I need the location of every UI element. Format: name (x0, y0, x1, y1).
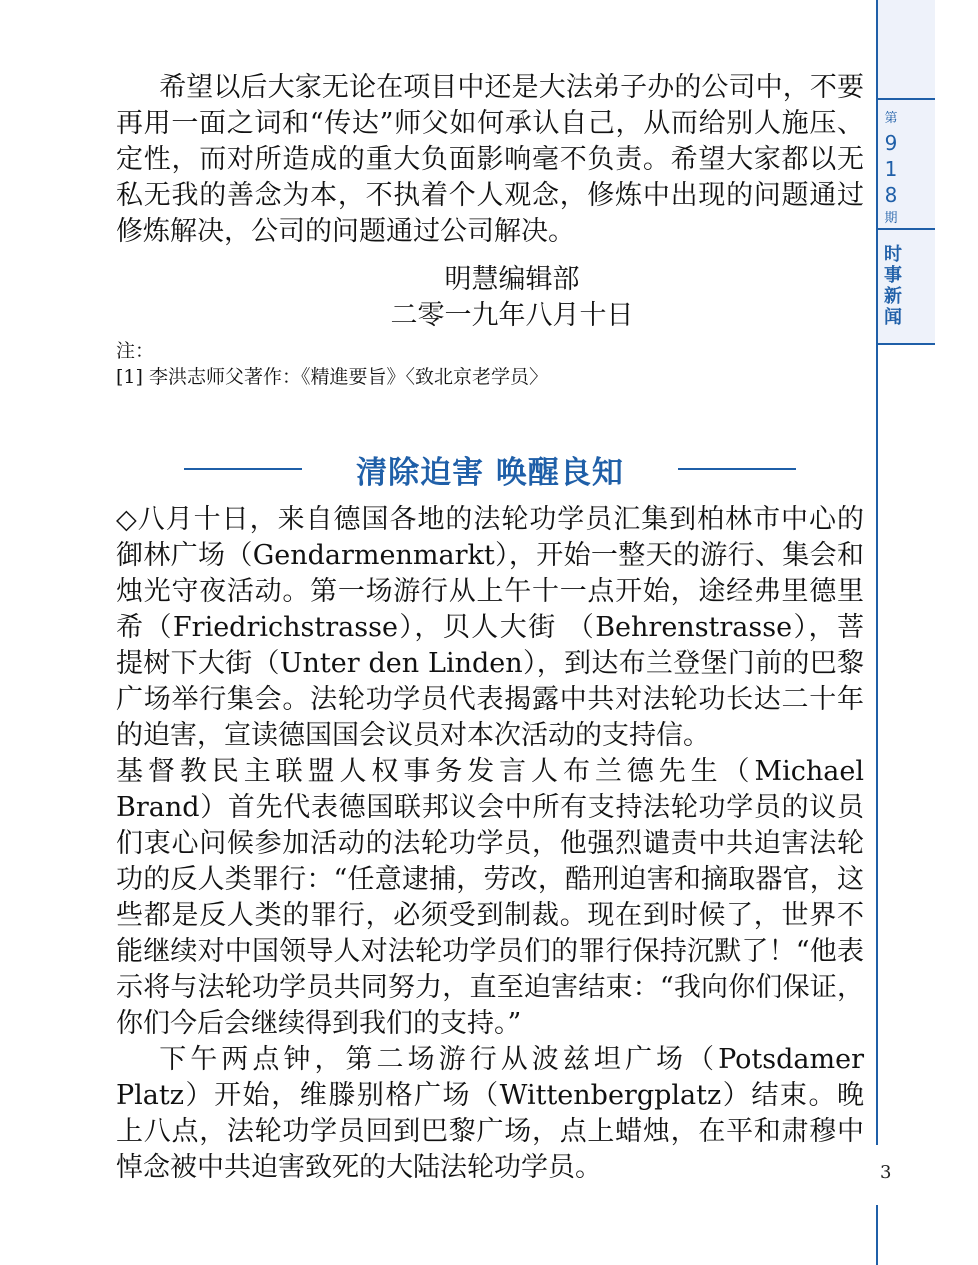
body-paragraph: 下午两点钟，第二场游行从波兹坦广场（Potsdamer Platz）开始，维滕别格广场（Wittenbergplatz）结束。晚上八点，法轮功学员回到巴黎广场，点上蜡烛，在平和肃穆中悼念被中共迫害致死的大陆法轮功学员。 (116, 1044, 864, 1183)
section-char: 新 (884, 286, 902, 307)
signature-block (116, 262, 908, 334)
body-paragraph: 希望以后大家无论在项目中还是大法弟子办的公司中，不要再用一面之词和“传达”师父如何承认自己，从而给别人施压、定性，而对所造成的重大负面影响毫不负责。希望大家都以无私无我的善念为本，不执着个人观念，修炼中出现的问题通过修炼解决，公司的问题通过公司解决。 (116, 72, 864, 247)
section-char: 闻 (884, 307, 902, 328)
section-char: 事 (884, 265, 902, 286)
article-headline: 清除迫害 唤醒良知 (356, 454, 624, 491)
article-continuation (116, 70, 864, 250)
sidebar-divider-bottom (878, 343, 935, 345)
issue-digit: 1 (884, 157, 898, 181)
issue-digit: 8 (884, 183, 898, 207)
footnotes (116, 338, 864, 390)
body-paragraph: 基督教民主联盟人权事务发言人布兰德先生（Michael Brand）首先代表德国联邦议会中所有支持法轮功学员的议员们衷心问候参加活动的法轮功学员，他强烈谴责中共迫害法轮功的反人类罪行：“任意逮捕，劳改，酷刑迫害和摘取器官，这些都是反人类的罪行，必须受到制裁。现在到时候了，世界不能继续对中国领导人对法轮功学员们的罪行保持沉默了！“他表示将与法轮功学员共同努力，直至迫害结束：“我向你们保证，你们今后会继续得到我们的支持。” (116, 756, 864, 1039)
article-headline-row (184, 446, 796, 492)
notes-label: 注： (116, 340, 155, 362)
section-char: 时 (884, 244, 902, 265)
body-paragraph: ◇八月十日，来自德国各地的法轮功学员汇集到柏林市中心的御林广场（Gendarmenmarkt），开始一整天的游行、集会和烛光守夜活动。第一场游行从上午十一点开始，途经弗里德里希（Friedrichstrasse），贝人大街 （Behrenstrasse），菩提树下大街（Unter den Linden），到达布兰登堡门前的巴黎广场举行集会。法轮功学员代表揭露中共对法轮功长达二十年的迫害，宣读德国国会议员对本次活动的支持信。 (116, 504, 864, 751)
issue-digit: 9 (884, 131, 898, 155)
signature-date: 二零一九年八月十日 (390, 300, 634, 331)
issue-number (878, 108, 904, 230)
footnote-item: [1] 李洪志师父著作：《精進要旨》〈致北京老学员〉 (116, 366, 548, 388)
page-number: 3 (880, 1162, 892, 1183)
sidebar-divider-top (878, 98, 935, 100)
signature-org: 明慧编辑部 (444, 264, 580, 295)
issue-prefix: 第 (884, 111, 898, 126)
headline-rule-left (184, 468, 302, 470)
issue-suffix: 期 (884, 211, 898, 226)
headline-rule-right (678, 468, 796, 470)
sidebar-rule-lower (876, 1205, 878, 1265)
article-body (116, 502, 864, 1186)
